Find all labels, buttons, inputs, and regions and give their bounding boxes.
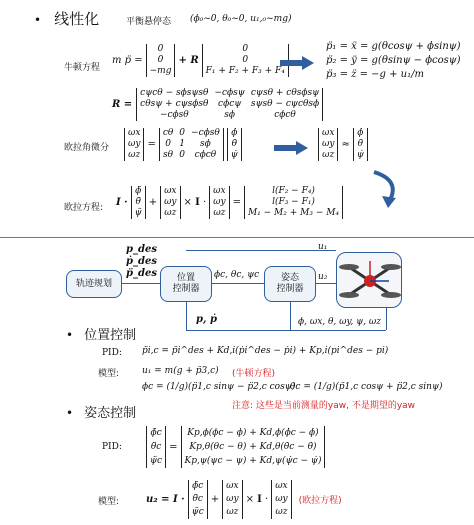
attitude-pid-label: PID: (102, 442, 122, 452)
traj-to-pos-line (122, 283, 160, 284)
feedback-position: p, ṗ (196, 314, 217, 325)
euler-diff-result-omega: ωx ωy ωz (318, 128, 338, 161)
u2-label: u₂ (318, 272, 328, 282)
u2-line (316, 283, 336, 284)
equilibrium-expr: (ϕ₀~0, θ₀~0, u₁,₀~mg) (190, 14, 292, 24)
newton-result-3: p̈₃ = z̈ = −g + u₁/m (326, 69, 424, 80)
newton-label: 牛顿方程 (64, 63, 101, 73)
commanded-angles: ϕc, θc, ψc (214, 270, 260, 280)
euler-eq-omega-1: ωx ωy ωz (160, 186, 180, 219)
position-model-note: (牛顿方程) (232, 369, 276, 379)
attitude-control-header: • 姿态控制 (66, 406, 137, 421)
newton-result-2: p̈₂ = ÿ = g(θsinψ − ϕcosψ) (326, 55, 461, 66)
quadrotor-icon (337, 253, 403, 309)
euler-diff-equation: ωx ωy ωz = cθ 0 −cϕsθ 0 1 sϕ sθ 0 cϕcθ ϕ̇ θ̇ ψ̇ (124, 128, 242, 161)
euler-eq-equation: I · ϕ̈ θ̈ ψ̈ + ωx ωy ωz × I · ωx ωy ωz = l(F₂ − F₄) l(F₃ − F₁) M₁ − M₂ + M₃ − M₄ (116, 186, 343, 219)
section1-title: 线性化 (54, 10, 100, 28)
attitude-model-omega-2: ωx ωy ωz (271, 480, 291, 519)
attitude-model-acc: ϕ̈c θ̈c ψ̈c (188, 480, 208, 519)
newton-gravity-vector: 0 0 −mg (146, 44, 176, 77)
euler-eq-accel: ϕ̈ θ̈ ψ̈ (131, 186, 146, 219)
euler-eq-torque: l(F₂ − F₄) l(F₃ − F₁) M₁ − M₂ + M₃ − M₄ (244, 186, 343, 219)
euler-eq-I: I · (116, 197, 128, 208)
position-pid-label: PID: (102, 348, 122, 358)
euler-diff-result-rates: ϕ̇ θ̇ ψ̇ (353, 128, 368, 161)
position-controller-box: 位置 控制器 (160, 266, 212, 302)
theta-command-expr: θc = (1/g)(p̈1,c cosψ + p̈2,c sinψ) (290, 382, 443, 392)
attitude-model-note: (欧拉方程) (298, 496, 342, 506)
curved-arrow-icon (366, 168, 406, 212)
position-control-header: • 位置控制 (66, 328, 137, 343)
u1-label: u₁ (318, 242, 328, 252)
attitude-model-equation: u₂ = I · ϕ̈c θ̈c ψ̈c + ωx ωy ωz × I · ωx ωy ωz (欧拉方程) (146, 481, 342, 517)
trajectory-planner-box: 轨迹规划 (66, 270, 122, 298)
section1-header (34, 8, 99, 29)
att-feedback-vline (290, 302, 291, 330)
section-divider (0, 237, 474, 238)
attitude-model-omega-1: ωx ωy ωz (222, 480, 242, 519)
pos-feedback-vline (186, 302, 187, 330)
euler-eq-omega-2: ωx ωy ωz (209, 186, 229, 219)
attitude-controller-box: 姿态 控制器 (264, 266, 316, 302)
newton-lhs: m p̈ = (112, 55, 143, 66)
yaw-note: 注意: 这些是当前测量的yaw, 不是期望的yaw (232, 401, 416, 411)
rotation-matrix: cψcθ − sϕsψsθ −cϕsψ cψsθ + cθsϕsψ cθsψ + cψsϕsθ cϕcψ sψsθ − cψcθsϕ −cϕsθ sϕ cϕcθ (136, 88, 323, 121)
euler-diff-rates: ϕ̇ θ̇ ψ̇ (227, 128, 242, 161)
position-control-title: 位置控制 (84, 328, 137, 343)
section1-bullet: • (34, 13, 42, 27)
newton-result-1: p̈₁ = ẍ = g(θcosψ + ϕsinψ) (326, 41, 461, 52)
phi-command-expr: ϕc = (1/g)(p̈1,c sinψ − p̈2,c cosψ) (142, 382, 296, 392)
equilibrium-label: 平衡悬停态 (126, 17, 172, 27)
euler-diff-label: 欧拉角微分 (64, 143, 110, 153)
input-pdot-des: ṗ_des (126, 256, 157, 267)
newton-force-vector: 0 0 F₁ + F₂ + F₃ + F₄ (202, 44, 289, 77)
input-p-des: p_des (126, 244, 157, 255)
attitude-pid-rhs: Kp,ϕ(ϕc − ϕ) + Kd,ϕ(ϕ̇c − ϕ̇) Kp,θ(θc − θ) + Kd,θ(θ̇c − θ̇) Kp,ψ(ψc − ψ) + Kd,ψ(ψ̇c − ψ̇) (181, 426, 326, 468)
attitude-pid-equation: ϕ̈c θ̈c ψ̈c = Kp,ϕ(ϕc − ϕ) + Kd,ϕ(ϕ̇c − ϕ̇) Kp,θ(θc − θ) + Kd,θ(θ̇c − θ̇) Kp,ψ(ψc − ψ) + Kd,ψ(ψ̇c − ψ̇) (146, 426, 325, 468)
rotation-lhs: R = (112, 99, 133, 110)
euler-diff-arrow-icon (274, 140, 308, 159)
euler-diff-result: ωx ωy ωz ≈ ϕ̇ θ̇ ψ̇ (318, 128, 368, 161)
newton-R: + R (178, 55, 199, 66)
newton-equation (112, 44, 289, 77)
position-pid-expr: p̈i,c = p̈i^des + Kd,i(ṗi^des − ṗi) + Kp,i(pi^des − pi) (142, 346, 389, 356)
rotation-matrix-equation (112, 88, 323, 121)
position-model-expr: u₁ = m(g + p̈3,c) (142, 366, 219, 376)
diagram-inputs (126, 244, 157, 280)
pos-to-att-line (212, 283, 264, 284)
newton-result (326, 40, 461, 82)
euler-eq-label: 欧拉方程: (64, 203, 104, 213)
input-pddot-des: p̈_des (126, 268, 157, 279)
position-model-label: 模型: (98, 369, 120, 379)
u1-line (186, 250, 336, 251)
euler-diff-omega: ωx ωy ωz (124, 128, 144, 161)
euler-diff-matrix: cθ 0 −cϕsθ 0 1 sϕ sθ 0 cϕcθ (159, 128, 224, 161)
newton-arrow-icon (280, 55, 314, 74)
attitude-model-label: 模型: (98, 497, 120, 507)
attitude-pid-lhs: ϕ̈c θ̈c ψ̈c (146, 426, 166, 468)
attitude-model-lhs: u₂ = I · (146, 494, 185, 505)
attitude-control-title: 姿态控制 (84, 406, 137, 421)
feedback-attitude: ϕ, ωx, θ, ωy, ψ, ωz (298, 317, 381, 327)
drone-feedback-vline (386, 308, 387, 330)
quadrotor-image (336, 252, 402, 308)
feedback-hline (186, 330, 386, 331)
